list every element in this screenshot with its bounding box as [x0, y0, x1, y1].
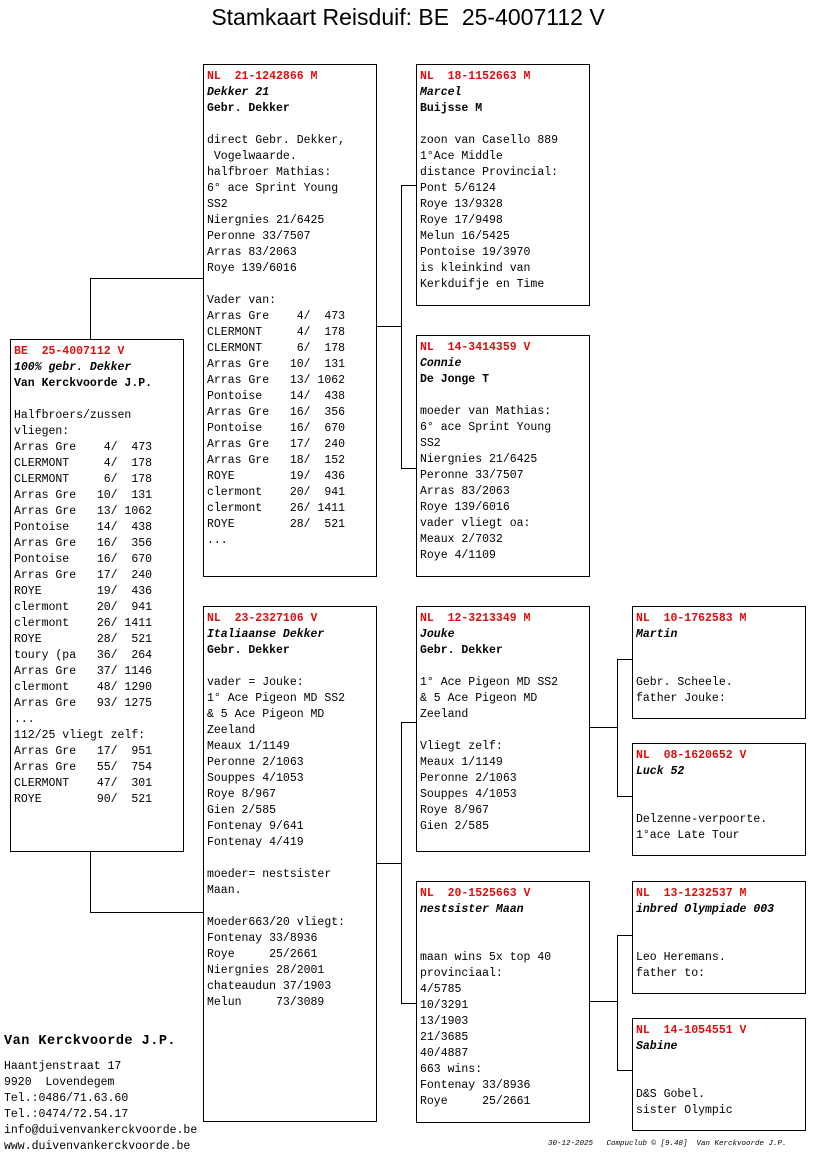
owner-name: Van Kerckvoorde J.P. [4, 1034, 177, 1049]
info-line: Pontoise 16/ 670 [14, 553, 153, 566]
info-line: Arras Gre 13/ 1062 [207, 374, 346, 387]
info-line: Vliegt zelf: [420, 740, 503, 753]
pigeon-card-subject[interactable] [10, 339, 184, 852]
pigeon-name: inbred Olympiade 003 [636, 903, 775, 916]
info-line: Arras 83/2063 [207, 246, 297, 259]
breeder-name [636, 918, 805, 934]
info-line: Arras Gre 16/ 356 [207, 406, 346, 419]
owner-email[interactable]: info@duivenvankerckvoorde.be [4, 1124, 198, 1137]
info-line: vliegen: [14, 425, 70, 438]
info-line: father to: [636, 967, 706, 980]
info-line: Niergnies 21/6425 [207, 214, 325, 227]
info-line: Vader van: [207, 294, 277, 307]
info-line: CLERMONT 4/ 178 [207, 326, 346, 339]
info-line: 1° Ace Pigeon MD SS2 [207, 692, 346, 705]
info-line: 6° ace Sprint Young [420, 421, 552, 434]
breeder-name [636, 1055, 805, 1071]
info-line [636, 796, 805, 812]
info-line: Arras Gre 16/ 356 [14, 537, 153, 550]
info-line: Roye 4/1109 [420, 549, 496, 562]
page-title: Stamkaart Reisduif: BE 25-4007112 V [211, 4, 605, 30]
info-line: Peronne 2/1063 [420, 772, 517, 785]
info-line: halfbroer Mathias: [207, 166, 332, 179]
info-line: is kleinkind van [420, 262, 531, 275]
info-line: Halfbroers/zussen [14, 409, 132, 422]
info-line: D&S Gobel. [636, 1088, 706, 1101]
breeder-name: Gebr. Dekker [207, 644, 290, 657]
info-line: Meaux 1/1149 [420, 756, 503, 769]
ring-number: NL 08-1620652 V [636, 749, 747, 762]
info-line: ROYE 28/ 521 [207, 518, 346, 531]
info-line: Arras Gre 55/ 754 [14, 761, 153, 774]
info-line: Arras Gre 17/ 240 [14, 569, 153, 582]
info-line [636, 659, 805, 675]
info-line: Arras Gre 4/ 473 [207, 310, 346, 323]
info-line: 112/25 vliegt zelf: [14, 729, 146, 742]
info-line: Maan. [207, 884, 242, 897]
info-line: vader vliegt oa: [420, 517, 531, 530]
info-line [636, 1071, 805, 1087]
info-line: Niergnies 21/6425 [420, 453, 538, 466]
pigeon-card-mother[interactable] [203, 606, 377, 1122]
pigeon-name: Marcel [420, 86, 462, 99]
info-line: ROYE 28/ 521 [14, 633, 153, 646]
info-line: Arras 83/2063 [420, 485, 510, 498]
info-line: Roye 139/6016 [207, 262, 297, 275]
info-line: Fontenay 33/8936 [207, 932, 318, 945]
info-line: CLERMONT 6/ 178 [14, 473, 153, 486]
connector-line [401, 722, 417, 723]
pigeon-name: Dekker 21 [207, 86, 270, 99]
info-line: 663 wins: [420, 1063, 483, 1076]
info-line: Peronne 2/1063 [207, 756, 304, 769]
info-line: 21/3685 [420, 1031, 469, 1044]
connector-line [617, 1070, 633, 1071]
breeder-name: Buijsse M [420, 102, 483, 115]
pigeon-card-mother-mother-father[interactable] [632, 881, 806, 994]
connector-line [401, 185, 417, 186]
info-line: Vogelwaarde. [207, 150, 297, 163]
info-line: Meaux 2/7032 [420, 533, 503, 546]
info-line: Arras Gre 17/ 951 [14, 745, 153, 758]
info-line: 1°Ace Middle [420, 150, 503, 163]
info-line: Delzenne-verpoorte. [636, 813, 768, 826]
info-line: provinciaal: [420, 967, 503, 980]
info-line: ... [14, 713, 35, 726]
info-line: Roye 25/2661 [207, 948, 318, 961]
info-line [420, 388, 589, 404]
info-line: Roye 25/2661 [420, 1095, 531, 1108]
pigeon-name: Connie [420, 357, 462, 370]
pigeon-name: Luck 52 [636, 765, 685, 778]
connector-line [401, 1003, 417, 1004]
info-line: Arras Gre 10/ 131 [14, 489, 153, 502]
info-line [420, 659, 589, 675]
info-line [207, 117, 376, 133]
info-line: Arras Gre 37/ 1146 [14, 665, 153, 678]
ring-number: NL 23-2327106 V [207, 612, 318, 625]
info-line: Kerkduifje en Time [420, 278, 545, 291]
info-line: 40/4887 [420, 1047, 469, 1060]
info-line: 4/5785 [420, 983, 462, 996]
connector-line [617, 796, 633, 797]
info-line [14, 392, 183, 408]
info-line: CLERMONT 6/ 178 [207, 342, 346, 355]
ring-number: NL 12-3213349 M [420, 612, 531, 625]
connector-line [401, 722, 402, 1004]
info-line: zoon van Casello 889 [420, 134, 559, 147]
breeder-name: Gebr. Dekker [420, 644, 503, 657]
pigeon-card-mother-father[interactable] [416, 606, 590, 852]
info-line: 1°ace Late Tour [636, 829, 740, 842]
info-line: 1° Ace Pigeon MD SS2 [420, 676, 559, 689]
owner-phone: Tel.:0486/71.63.60 [4, 1092, 129, 1105]
breeder-name: De Jonge T [420, 373, 490, 386]
info-line: CLERMONT 47/ 301 [14, 777, 153, 790]
breeder-name: Gebr. Dekker [207, 102, 290, 115]
connector-line [401, 185, 402, 468]
info-line: ROYE 19/ 436 [207, 470, 346, 483]
info-line: Fontenay 9/641 [207, 820, 304, 833]
info-line: Roye 13/9328 [420, 198, 503, 211]
pigeon-card-mother-mother[interactable] [416, 881, 590, 1123]
connector-line [589, 1001, 617, 1002]
info-line: clermont 20/ 941 [207, 486, 346, 499]
info-line: Zeeland [207, 724, 256, 737]
breeder-name [636, 780, 805, 796]
info-line: clermont 48/ 1290 [14, 681, 153, 694]
info-line: Pontoise 14/ 438 [207, 390, 346, 403]
info-line: Pont 5/6124 [420, 182, 496, 195]
info-line: 6° ace Sprint Young [207, 182, 339, 195]
info-line: clermont 26/ 1411 [14, 617, 153, 630]
info-line: moeder= nestsister [207, 868, 332, 881]
info-line: 13/1903 [420, 1015, 469, 1028]
pigeon-name: Jouke [420, 628, 455, 641]
info-line: & 5 Ace Pigeon MD [207, 708, 325, 721]
info-line: Pontoise 14/ 438 [14, 521, 153, 534]
breeder-name [636, 643, 805, 659]
info-line: distance Provincial: [420, 166, 559, 179]
info-line: toury (pa 36/ 264 [14, 649, 153, 662]
info-line: Zeeland [420, 708, 469, 721]
ring-number: NL 14-3414359 V [420, 341, 531, 354]
info-line: CLERMONT 4/ 178 [14, 457, 153, 470]
breeder-name: Van Kerckvoorde J.P. [14, 377, 153, 390]
info-line: Roye 8/967 [207, 788, 277, 801]
ring-number: NL 14-1054551 V [636, 1024, 747, 1037]
connector-line [617, 935, 618, 1070]
info-line: Gien 2/585 [420, 820, 490, 833]
info-line: Fontenay 4/419 [207, 836, 304, 849]
info-line: Melun 16/5425 [420, 230, 510, 243]
info-line: Peronne 33/7507 [420, 469, 524, 482]
info-line: moeder van Mathias: [420, 405, 552, 418]
info-line: Arras Gre 10/ 131 [207, 358, 346, 371]
pigeon-name: 100% gebr. Dekker [14, 361, 132, 374]
info-line: Souppes 4/1053 [420, 788, 517, 801]
info-line: chateaudun 37/1903 [207, 980, 332, 993]
info-line: sister Olympic [636, 1104, 733, 1117]
connector-line [90, 912, 204, 913]
connector-line [401, 468, 417, 469]
pigeon-card-mother-father-mother[interactable] [632, 743, 806, 856]
connector-line [90, 278, 204, 279]
info-line: maan wins 5x top 40 [420, 951, 552, 964]
pigeon-card-father-father[interactable] [416, 64, 590, 306]
info-line: & 5 Ace Pigeon MD [420, 692, 538, 705]
ring-number: NL 21-1242866 M [207, 70, 318, 83]
ring-number: NL 10-1762583 M [636, 612, 747, 625]
pigeon-name: Sabine [636, 1040, 678, 1053]
owner-phone: Tel.:0474/72.54.17 [4, 1108, 129, 1121]
info-line [207, 851, 376, 867]
info-line: Souppes 4/1053 [207, 772, 304, 785]
info-line: Pontoise 16/ 670 [207, 422, 346, 435]
ring-number: BE 25-4007112 V [14, 345, 125, 358]
info-line: clermont 26/ 1411 [207, 502, 346, 515]
footer-credit: 30-12-2025 Compuclub © [9.48] Van Kerckvoorde J.P. [548, 1140, 787, 1148]
info-line: Roye 17/9498 [420, 214, 503, 227]
info-line: Gebr. Scheele. [636, 676, 733, 689]
ring-number: NL 18-1152663 M [420, 70, 531, 83]
info-line: ROYE 19/ 436 [14, 585, 153, 598]
info-line: Fontenay 33/8936 [420, 1079, 531, 1092]
info-line: Roye 139/6016 [420, 501, 510, 514]
info-line [420, 934, 589, 950]
connector-line [376, 326, 401, 327]
info-line: Arras Gre 17/ 240 [207, 438, 346, 451]
pigeon-name: Italiaanse Dekker [207, 628, 325, 641]
info-line: vader = Jouke: [207, 676, 304, 689]
info-line [207, 659, 376, 675]
owner-city: 9920 Lovendegem [4, 1076, 115, 1089]
info-line: Roye 8/967 [420, 804, 490, 817]
connector-line [90, 278, 91, 339]
info-line: father Jouke: [636, 692, 726, 705]
pigeon-card-father[interactable] [203, 64, 377, 577]
info-line [207, 277, 376, 293]
info-line: Arras Gre 18/ 152 [207, 454, 346, 467]
connector-line [90, 851, 91, 913]
pigeon-name: Martin [636, 628, 678, 641]
info-line: Arras Gre 13/ 1062 [14, 505, 153, 518]
pigeon-card-mother-father-father[interactable] [632, 606, 806, 719]
info-line [420, 723, 589, 739]
info-line: SS2 [207, 198, 228, 211]
info-line: Gien 2/585 [207, 804, 277, 817]
owner-website[interactable]: www.duivenvankerckvoorde.be [4, 1140, 191, 1153]
info-line [636, 934, 805, 950]
info-line: SS2 [420, 437, 441, 450]
info-line: Niergnies 28/2001 [207, 964, 325, 977]
info-line: Peronne 33/7507 [207, 230, 311, 243]
info-line: Pontoise 19/3970 [420, 246, 531, 259]
info-line: Arras Gre 93/ 1275 [14, 697, 153, 710]
info-line: ... [207, 534, 228, 547]
connector-line [589, 727, 617, 728]
connector-line [617, 935, 633, 936]
pigeon-card-mother-mother-mother[interactable] [632, 1018, 806, 1131]
info-line: Moeder663/20 vliegt: [207, 916, 346, 929]
connector-line [617, 659, 618, 796]
connector-line [617, 659, 633, 660]
info-line: 10/3291 [420, 999, 469, 1012]
info-line: Melun 73/3089 [207, 996, 325, 1009]
info-line: Meaux 1/1149 [207, 740, 290, 753]
pigeon-name: nestsister Maan [420, 903, 524, 916]
info-line: direct Gebr. Dekker, [207, 134, 346, 147]
breeder-name [420, 918, 589, 934]
info-line: Leo Heremans. [636, 951, 726, 964]
connector-line [376, 863, 401, 864]
pigeon-card-father-mother[interactable] [416, 335, 590, 577]
owner-address: Haantjenstraat 17 [4, 1060, 122, 1073]
info-line: clermont 20/ 941 [14, 601, 153, 614]
owner-contact [4, 1059, 197, 1155]
ring-number: NL 20-1525663 V [420, 887, 531, 900]
info-line [420, 117, 589, 133]
info-line: Arras Gre 4/ 473 [14, 441, 153, 454]
info-line [207, 899, 376, 915]
info-line: ROYE 90/ 521 [14, 793, 153, 806]
ring-number: NL 13-1232537 M [636, 887, 747, 900]
